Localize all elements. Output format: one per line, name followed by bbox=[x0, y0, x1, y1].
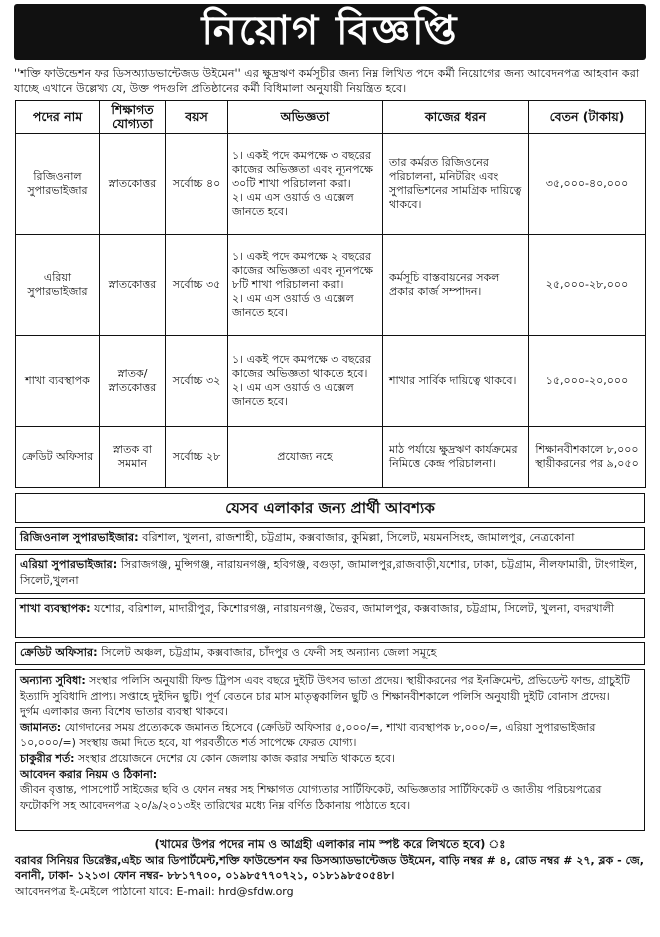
salary: ১৫,০০০-২০,০০০ bbox=[529, 336, 646, 427]
table-row bbox=[16, 427, 646, 488]
area-area-supervisor bbox=[15, 554, 645, 594]
benefits-para bbox=[20, 673, 640, 704]
experience bbox=[228, 235, 383, 336]
hardship-text: দুর্গম এলাকার জন্য বিশেষ ভাতার ব্যবস্থা থাকবে। bbox=[20, 705, 228, 719]
age-limit: সর্বোচ্চ ৩৫ bbox=[166, 235, 228, 336]
condition-label: চাকুরীর শর্ত: bbox=[20, 751, 75, 765]
header-post: পদের নাম bbox=[16, 101, 100, 134]
header-age: বয়স bbox=[166, 101, 228, 134]
age-limit: সর্বোচ্চ ৩২ bbox=[166, 336, 228, 427]
experience-item: ১। একই পদে কমপক্ষে ৩ বছরের কাজের অভিজ্ঞতা এবং ন্যূনপক্ষে ৩০টি শাখা পরিচালনা করা। bbox=[232, 149, 373, 190]
age-limit: সর্বোচ্চ ৪০ bbox=[166, 134, 228, 235]
deposit-text: যোগদানের সময় প্রত্যেককে জমানত হিসেবে (ক্রেডিট অফিসার ৫,০০০/=, শাখা ব্যবস্থাপক ৮,০০০/=, এরিয়া সুপারভাইজার ১০,০০০/=) সংস্থায় জমা দিতে হবে, যা পরবর্তীতে শর্ত সাপেক্ষে ফেরত যোগ্য। bbox=[20, 720, 596, 750]
header-qualification: শিক্ষাগত যোগ্যতা bbox=[100, 101, 166, 134]
qualification: স্নাতকোত্তর bbox=[100, 134, 166, 235]
terms-box bbox=[15, 669, 645, 831]
qualification: স্নাতক বা সমমান bbox=[100, 427, 166, 488]
area-list: যশোর, বরিশাল, মাদারীপুর, কিশোরগঞ্জ, নারায়নগঞ্জ, ভৈরব, জামালপুর, কক্সবাজার, চট্টগ্রাম, সিলেট, খুলনা, বদরখালী bbox=[94, 602, 615, 615]
duty: তার কর্মরত রিজিওনের পরিচালনা, মনিটরিং এবং সুপারভিশনের সামগ্রিক দায়িত্বে থাকবে। bbox=[383, 134, 529, 235]
table-row bbox=[16, 235, 646, 336]
area-credit-officer bbox=[15, 642, 645, 665]
benefits-text: সংস্থার পলিসি অনুযায়ী ফিল্ড ট্রিপস এবং বছরে দুইটি উৎসব ভাতা প্রদেয়। স্থায়ীকরনের পর ইনক্রিমেন্ট, প্রভিডেন্ট ফান্ড, গ্রাচুইটি ইত্যাদি সুবিধাদি প্রাপ্য। সপ্তাহে দুইদিন ছুটি। পূর্ণ বেতনে চার মাস মাতৃত্বকালিন ছুটি ও শিক্ষানবীশকালে পলিসি অনুযায়ী দুইটি বোনাস প্রদেয়। bbox=[20, 674, 630, 703]
address: বরাবর সিনিয়র ডিরেক্টর,এইচ আর ডিপার্টমেন্ট,শক্তি ফাউন্ডেশন ফর ডিসঅ্যাডভান্টেজড উইমেন, বাড়ি নম্বর # ৪, রোড নম্বর # ২৭, ব্লক - জে, বনানী, ঢাকা- ১২১৩। ফোন নম্বর- ৮৮১৭৭০০, ০১৯৮৫৭৭০৭২১, ০১৮১৯৮৫০৫৪৮। bbox=[15, 853, 644, 883]
area-branch-manager bbox=[15, 598, 645, 638]
duty: শাখার সার্বিক দায়িত্বে থাকবে। bbox=[383, 336, 529, 427]
condition-text: সংস্থার প্রয়োজনে দেশের যে কোন জেলায় কাজ করার সম্মতি থাকতে হবে। bbox=[77, 751, 396, 765]
qualification: স্নাতক/ স্নাতকোত্তর bbox=[100, 336, 166, 427]
experience bbox=[228, 427, 383, 488]
envelope-hint: (খামের উপর পদের নাম ও আগ্রহী এলাকার নাম স্পষ্ট করে লিখতে হবে) ঃ bbox=[154, 837, 506, 851]
post-name: এরিয়া সুপারভাইজার bbox=[16, 235, 100, 336]
experience bbox=[228, 134, 383, 235]
table-row bbox=[16, 336, 646, 427]
area-list: সিরাজগঞ্জ, মুন্সিগঞ্জ, নারায়নগঞ্জ, হবিগঞ্জ, বগুড়া, জামালপুর,রাজবাড়ী,যশোর, ঢাকা, চট্টগ্রাম, নীলফামারী, টাংগাইল, সিলেট,খুলনা bbox=[20, 558, 638, 587]
area-regional bbox=[15, 527, 645, 550]
area-label: শাখা ব্যবস্থাপক: bbox=[20, 602, 91, 615]
intro-text: ''শক্তি ফাউন্ডেশন ফর ডিসঅ্যাডভান্টেজড উইমেন'' এর ক্ষুদ্রঋণ কর্মসূচীর জন্য নিম্ন লিখিত পদে কর্মী নিয়োগের জন্য আবেদনপত্র আহবান করা যাচ্ছে এখানে উল্লেখ্য যে, উক্ত পদগুলি প্রতিষ্ঠানের কর্মী বিধিমালা অনুযায়ী নিয়ন্ত্রিত হবে। bbox=[14, 67, 640, 95]
area-label: এরিয়া সুপারভাইজার: bbox=[20, 558, 118, 571]
header-duty: কাজের ধরন bbox=[383, 101, 529, 134]
email-line: আবেদনপত্র ই-মেইলে পাঠানো যাবে: E-mail: hrd@sfdw.org bbox=[15, 884, 294, 898]
qualification: স্নাতকোত্তর bbox=[100, 235, 166, 336]
experience-item: ২। এম এস ওয়ার্ড ও এক্সেল জানতে হবে। bbox=[232, 191, 354, 218]
apply-text: জীবন বৃত্তান্ত, পাসপোর্ট সাইজের ছবি ও ফোন নম্বর সহ শিক্ষাগত যোগ্যতার সার্টিফিকেট, অভিজ্ঞতার সার্টিফিকেট ও জাতীয় পরিচয়পত্রের ফটোকপি সহ আবেদনপত্র ২০/৯/২০১৩ইং তারিখের মধ্যে নিম্ন বর্ণিত ঠিকানায় পাঠাতে হবে। bbox=[20, 783, 602, 812]
age-limit: সর্বোচ্চ ২৮ bbox=[166, 427, 228, 488]
salary: শিক্ষানবীশকালে ৮,০০০ স্থায়ীকরনের পর ৯,০৫০ bbox=[529, 427, 646, 488]
area-list: বরিশাল, খুলনা, রাজশাহী, চট্টগ্রাম, কক্সবাজার, কুমিল্লা, সিলেট, ময়মনসিংহ, জামালপুর, নেত্রকোনা bbox=[142, 531, 575, 544]
table-row bbox=[16, 134, 646, 235]
deposit-para bbox=[20, 720, 640, 751]
area-label: ক্রেডিট অফিসার: bbox=[20, 646, 98, 659]
deposit-label: জামানত: bbox=[20, 720, 62, 734]
experience-item: ২। এম এস ওয়ার্ড ও এক্সেল জানতে হবে। bbox=[232, 381, 354, 408]
experience-item: ২। এম এস ওয়ার্ড ও এক্সেল জানতে হবে। bbox=[232, 292, 354, 319]
areas-section bbox=[15, 493, 645, 831]
post-name: শাখা ব্যবস্থাপক bbox=[16, 336, 100, 427]
header-experience: অভিজ্ঞতা bbox=[228, 101, 383, 134]
area-list: সিলেট অঞ্চল, চট্টগ্রাম, কক্সবাজার, চাঁদপুর ও ফেনী সহ অন্যান্য জেলা সমূহে bbox=[101, 646, 437, 659]
experience-item: ১। একই পদে কমপক্ষে ২ বছরের কাজের অভিজ্ঞতা এবং ন্যূনপক্ষে ৮টি শাখা পরিচালনা করা। bbox=[232, 250, 373, 291]
experience-item: প্রযোজ্য নহে bbox=[277, 450, 333, 463]
duty: কর্মসূচি বাস্তবায়নের সকল প্রকার কার্জ সম্পাদন। bbox=[383, 235, 529, 336]
salary: ৩৫,০০০-৪০,০০০ bbox=[529, 134, 646, 235]
table-header-row bbox=[16, 101, 646, 134]
notice-title: নিয়োগ বিজ্ঞপ্তি bbox=[14, 4, 646, 60]
area-label: রিজিওনাল সুপারভাইজার: bbox=[20, 531, 139, 544]
apply-label bbox=[20, 767, 640, 783]
header-salary: বেতন (টাকায়) bbox=[529, 101, 646, 134]
post-name: রিজিওনাল সুপারভাইজার bbox=[16, 134, 100, 235]
footer bbox=[15, 837, 645, 899]
experience-item: ১। একই পদে কমপক্ষে ৩ বছরের কাজের অভিজ্ঞতা থাকতে হবে। bbox=[232, 353, 372, 380]
job-notice-page bbox=[8, 4, 652, 932]
salary: ২৫,০০০-২৮,০০০ bbox=[529, 235, 646, 336]
post-name: ক্রেডিট অফিসার bbox=[16, 427, 100, 488]
duty: মাঠ পর্যায়ে ক্ষুদ্রঋণ কার্যক্রমের নিমিত্তে কেন্দ্র পরিচালনা। bbox=[383, 427, 529, 488]
experience bbox=[228, 336, 383, 427]
benefits-label: অন্যান্য সুবিধা: bbox=[20, 674, 86, 687]
apply-label-text: আবেদন করার নিয়ম ও ঠিকানা: bbox=[20, 767, 158, 781]
positions-table bbox=[15, 100, 646, 488]
condition-para bbox=[20, 751, 640, 767]
areas-title: যেসব এলাকার জন্য প্রার্থী আবশ্যক bbox=[15, 493, 645, 523]
